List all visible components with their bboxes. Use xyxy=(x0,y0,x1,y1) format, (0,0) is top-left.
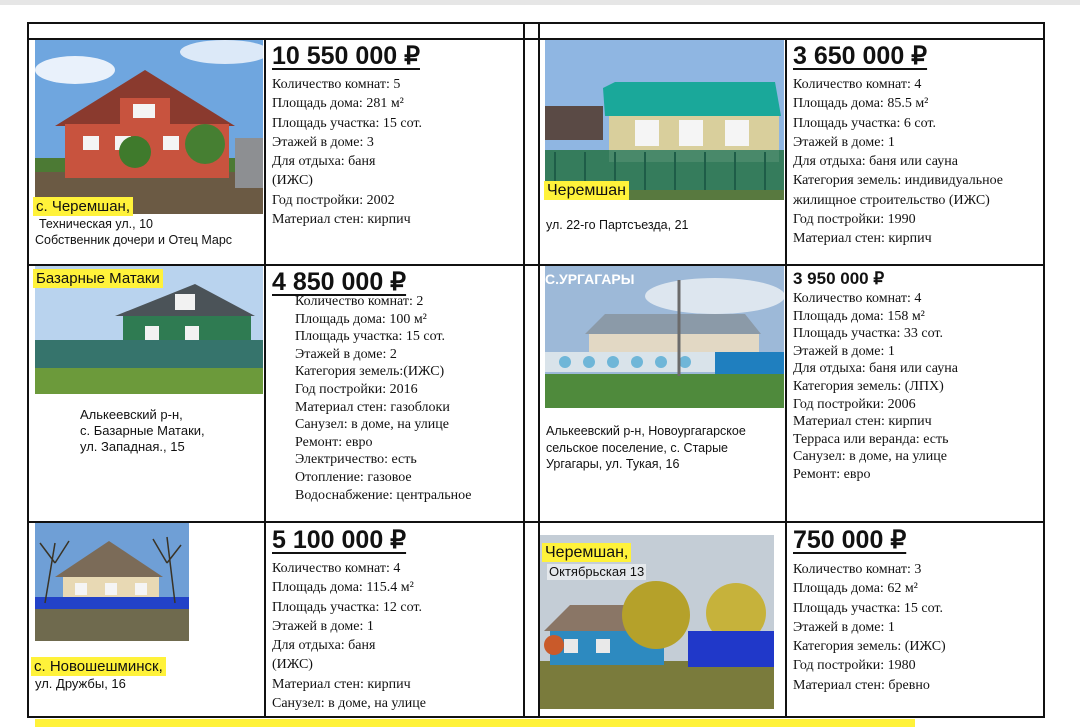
listing-info-6 xyxy=(787,523,1043,717)
specs-list: Количество комнат: 3 Площадь дома: 62 м² Площадь участка: 15 сот. Этажей в доме: 1 Категория земель: (ИЖС) Год постройки: 1980 Материал стен: бревно xyxy=(793,562,946,693)
address: Техническая ул., 10 Собственник дочери и Отец Марс xyxy=(35,217,233,247)
price: 3 950 000 ₽ xyxy=(793,269,885,288)
listing-card-2[interactable] xyxy=(540,40,784,264)
listing-info-4 xyxy=(787,266,1043,520)
address: Алькеевский р-н, с. Базарные Матаки, ул. Западная., 15 xyxy=(80,407,205,454)
location-label: С.УРГАГАРЫ xyxy=(545,271,635,287)
listing-card-5[interactable] xyxy=(29,523,265,717)
listing-card-3[interactable] xyxy=(29,266,265,520)
address: Алькеевский р-н, Новоургагарское сельское поселение, с. Старые Ургагары, ул. Тукая, 16 xyxy=(546,424,746,471)
address: ул. Дружбы, 16 xyxy=(35,676,126,691)
price: 3 650 000 ₽ xyxy=(793,42,928,70)
location-label: Базарные Матаки xyxy=(33,269,163,288)
top-strip xyxy=(0,0,1080,5)
specs-list: Количество комнат: 4 Площадь дома: 115.4 м² Площадь участка: 12 сот. Этажей в доме: 1 Для отдыха: баня (ИЖС) Материал стен: кирпич Санузел: в доме, на улице xyxy=(272,561,426,712)
price: 750 000 ₽ xyxy=(793,526,907,554)
address: ул. 22-го Партсъезда, 21 xyxy=(546,218,689,232)
listing-info-1 xyxy=(266,40,522,264)
listing-card-4[interactable] xyxy=(540,266,784,520)
listing-info-5 xyxy=(266,523,522,717)
house-photo xyxy=(35,40,263,214)
location-label: Черемшан, xyxy=(542,543,631,562)
specs-list: Количество комнат: 2 Площадь дома: 100 м² Площадь участка: 15 сот. Этажей в доме: 2 Категория земель:(ИЖС) Год постройки: 2016 Материал стен: газоблоки Санузел: в доме, на улице Ремонт: евро Электричество: есть Отопление: газовое Водоснабжение: центральное xyxy=(295,294,472,503)
listing-info-3 xyxy=(266,266,522,520)
price: 10 550 000 ₽ xyxy=(272,42,420,70)
house-photo xyxy=(545,40,784,200)
specs-list: Количество комнат: 4 Площадь дома: 158 м² Площадь участка: 33 сот. Этажей в доме: 1 Для отдыха: баня или сауна Категория земель: (ЛПХ) Год постройки: 2006 Материал стен: кирпич Терраса или веранда: есть Санузел: в доме, на улице Ремонт: евро xyxy=(793,291,959,482)
listing-card-6[interactable] xyxy=(540,523,784,717)
house-photo xyxy=(35,523,189,641)
listing-info-2 xyxy=(787,40,1043,264)
highlight-strip xyxy=(35,719,915,727)
location-label: Черемшан xyxy=(544,181,629,200)
location-label: с. Новошешминск, xyxy=(31,657,166,676)
address: Октябрьская 13 xyxy=(549,564,645,579)
location-label: с. Черемшан, xyxy=(33,197,133,216)
listing-card-1[interactable] xyxy=(29,40,265,264)
specs-list: Количество комнат: 5 Площадь дома: 281 м² Площадь участка: 15 сот. Этажей в доме: 3 Для отдыха: баня (ИЖС) Год постройки: 2002 Материал стен: кирпич xyxy=(272,77,422,228)
specs-list: Количество комнат: 4 Площадь дома: 85.5 м² Площадь участка: 6 сот. Этажей в доме: 1 Для отдыха: баня или сауна Категория земель: индивидуальное жилищное строительство (ИЖС) Год постройки: 1990 Материал стен: кирпич xyxy=(793,77,1003,247)
price: 4 850 000 ₽ xyxy=(272,268,407,296)
price: 5 100 000 ₽ xyxy=(272,526,407,554)
